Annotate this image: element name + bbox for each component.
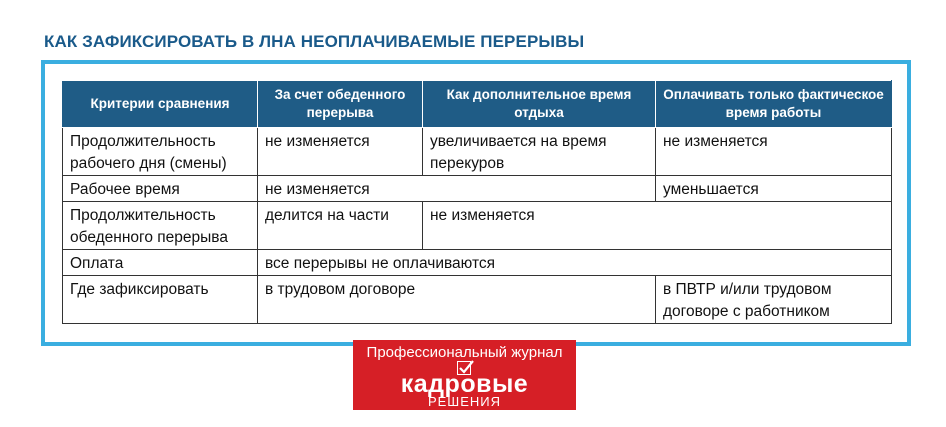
table-cell: увеличивается на время перекуров [423, 128, 656, 176]
table-cell: не изменяется [258, 128, 423, 176]
table-cell: все перерывы не оплачиваются [258, 250, 892, 276]
page-title: КАК ЗАФИКСИРОВАТЬ В ЛНА НЕОПЛАЧИВАЕМЫЕ ПЕРЕРЫВЫ [44, 32, 585, 51]
table-row [63, 128, 892, 176]
logo-title: кадровые [400, 370, 529, 398]
row-criterion: Продолжительность обеденного перерыва [63, 202, 258, 250]
table-cell: в трудовом договоре [258, 276, 656, 324]
table-cell: уменьшается [656, 176, 892, 202]
row-criterion: Продолжительность рабочего дня (смены) [63, 128, 258, 176]
header-criteria: Критерии сравнения [63, 81, 258, 128]
table-row [63, 202, 892, 250]
table-cell: не изменяется [258, 176, 656, 202]
table-cell: в ПВТР и/или трудовом договоре с работником [656, 276, 892, 324]
header-actual-time: Оплачивать только фактическое время работы [656, 81, 892, 128]
header-extra-rest: Как дополнительное время отдыха [423, 81, 656, 128]
journal-logo [353, 340, 576, 410]
logo-tagline: РЕШЕНИЯ [427, 394, 502, 409]
logo-subtitle: Профессиональный журнал [366, 344, 563, 361]
row-criterion: Оплата [63, 250, 258, 276]
table-row [63, 276, 892, 324]
table-row [63, 176, 892, 202]
row-criterion: Где зафиксировать [63, 276, 258, 324]
table-cell: делится на части [258, 202, 423, 250]
table-row [63, 250, 892, 276]
table-cell: не изменяется [423, 202, 892, 250]
header-lunch-break: За счет обеденного перерыва [258, 81, 423, 128]
comparison-table [62, 80, 892, 324]
row-criterion: Рабочее время [63, 176, 258, 202]
table-cell: не изменяется [656, 128, 892, 176]
table-header-row [63, 81, 892, 128]
